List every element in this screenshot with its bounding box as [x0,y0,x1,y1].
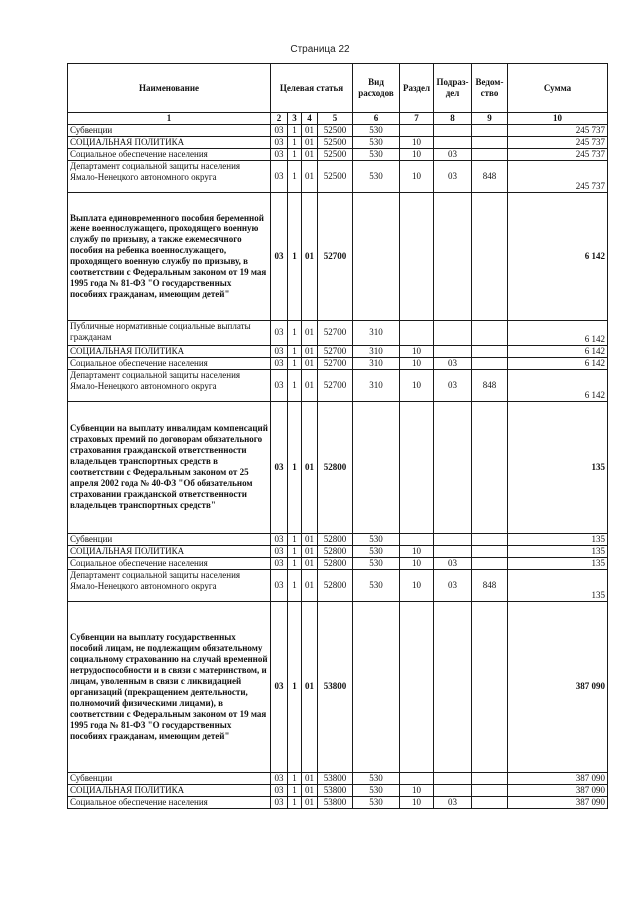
target-code-1: 03 [271,160,288,192]
sum: 6 142 [508,357,608,369]
target-code-4: 52700 [318,357,353,369]
sum: 245 737 [508,124,608,136]
target-code-1: 03 [271,192,288,320]
column-number: 8 [434,113,472,125]
target-code-2: 1 [288,160,302,192]
department [472,192,508,320]
expense-type: 530 [353,124,400,136]
target-code-4: 53800 [318,772,353,784]
target-code-3: 01 [302,772,318,784]
department [472,124,508,136]
expense-type: 310 [353,369,400,401]
target-code-3: 01 [302,148,318,160]
column-number: 7 [400,113,434,125]
target-code-3: 01 [302,784,318,796]
header-name: Наименование [68,64,271,113]
target-code-4: 53800 [318,784,353,796]
subsection [434,784,472,796]
target-code-2: 1 [288,796,302,808]
expense-type [353,601,400,772]
table-row [68,784,608,796]
target-code-3: 01 [302,557,318,569]
header-sum: Сумма [508,64,608,113]
target-code-4: 52500 [318,160,353,192]
target-code-1: 03 [271,545,288,557]
target-code-3: 01 [302,401,318,533]
sum: 6 142 [508,320,608,345]
target-code-4: 52800 [318,557,353,569]
sum: 387 090 [508,601,608,772]
expense-type: 530 [353,545,400,557]
target-code-1: 03 [271,369,288,401]
column-number: 10 [508,113,608,125]
target-code-2: 1 [288,124,302,136]
section: 10 [400,357,434,369]
target-code-4: 53800 [318,601,353,772]
sum: 135 [508,533,608,545]
target-code-2: 1 [288,545,302,557]
sum: 245 737 [508,136,608,148]
target-code-2: 1 [288,369,302,401]
section [400,601,434,772]
header-subsection: Подраз-дел [434,64,472,113]
subsection [434,533,472,545]
department [472,772,508,784]
target-code-2: 1 [288,533,302,545]
subsection [434,124,472,136]
department: 848 [472,569,508,601]
subsection: 03 [434,796,472,808]
department [472,136,508,148]
column-number: 2 [271,113,288,125]
section [400,772,434,784]
target-code-4: 52700 [318,192,353,320]
department [472,357,508,369]
section: 10 [400,569,434,601]
expense-type: 530 [353,784,400,796]
target-code-3: 01 [302,345,318,357]
target-code-2: 1 [288,148,302,160]
section: 10 [400,369,434,401]
target-code-4: 52800 [318,545,353,557]
table-header-row [68,64,608,113]
row-name: Социальное обеспечение населения [68,148,271,160]
target-code-1: 03 [271,772,288,784]
header-section: Раздел [400,64,434,113]
target-code-2: 1 [288,401,302,533]
department [472,784,508,796]
expense-type: 530 [353,160,400,192]
target-code-1: 03 [271,136,288,148]
subsection [434,545,472,557]
table-row [68,772,608,784]
row-name: СОЦИАЛЬНАЯ ПОЛИТИКА [68,345,271,357]
target-code-1: 03 [271,320,288,345]
row-name: Социальное обеспечение населения [68,557,271,569]
table-row [68,369,608,401]
row-name: СОЦИАЛЬНАЯ ПОЛИТИКА [68,136,271,148]
column-number: 6 [353,113,400,125]
sum: 135 [508,401,608,533]
expense-type: 530 [353,557,400,569]
sum: 245 737 [508,160,608,192]
target-code-1: 03 [271,796,288,808]
target-code-3: 01 [302,124,318,136]
target-code-4: 53800 [318,796,353,808]
target-code-1: 03 [271,533,288,545]
subsection [434,601,472,772]
target-code-2: 1 [288,192,302,320]
section [400,401,434,533]
department [472,601,508,772]
row-name: Социальное обеспечение населения [68,796,271,808]
department [472,545,508,557]
subsection [434,320,472,345]
target-code-2: 1 [288,320,302,345]
sum: 245 737 [508,148,608,160]
expense-type [353,401,400,533]
sum: 135 [508,545,608,557]
section [400,192,434,320]
column-number: 5 [318,113,353,125]
column-number: 3 [288,113,302,125]
sum: 6 142 [508,345,608,357]
row-name: СОЦИАЛЬНАЯ ПОЛИТИКА [68,784,271,796]
table-row [68,160,608,192]
column-number-row [68,113,608,125]
table-row [68,320,608,345]
section: 10 [400,784,434,796]
column-number: 9 [472,113,508,125]
expense-type: 530 [353,772,400,784]
table-row [68,357,608,369]
department: 848 [472,160,508,192]
header-target-article: Целевая статья [271,64,353,113]
department [472,345,508,357]
row-name: СОЦИАЛЬНАЯ ПОЛИТИКА [68,545,271,557]
table-row [68,136,608,148]
target-code-3: 01 [302,192,318,320]
department [472,148,508,160]
target-code-4: 52700 [318,345,353,357]
sum: 135 [508,557,608,569]
expense-type [353,192,400,320]
subsection [434,136,472,148]
target-code-3: 01 [302,136,318,148]
subsection: 03 [434,557,472,569]
table-row [68,601,608,772]
table-row [68,796,608,808]
target-code-4: 52500 [318,136,353,148]
subsection [434,401,472,533]
target-code-2: 1 [288,601,302,772]
target-code-3: 01 [302,601,318,772]
section: 10 [400,545,434,557]
column-number: 4 [302,113,318,125]
subsection [434,192,472,320]
table-row [68,401,608,533]
target-code-3: 01 [302,533,318,545]
target-code-3: 01 [302,796,318,808]
section: 10 [400,557,434,569]
target-code-1: 03 [271,569,288,601]
target-code-4: 52500 [318,124,353,136]
subsection: 03 [434,357,472,369]
target-code-4: 52700 [318,369,353,401]
sum: 135 [508,569,608,601]
target-code-3: 01 [302,160,318,192]
sum: 387 090 [508,784,608,796]
target-code-1: 03 [271,124,288,136]
target-code-3: 01 [302,357,318,369]
column-number: 1 [68,113,271,125]
row-name: Субвенции [68,533,271,545]
target-code-3: 01 [302,369,318,401]
row-name: Публичные нормативные социальные выплаты гражданам [68,320,271,345]
expense-type: 310 [353,320,400,345]
subsection: 03 [434,369,472,401]
target-code-1: 03 [271,345,288,357]
row-name: Департамент социальной защиты населения Ямало-Ненецкого автономного округа [68,160,271,192]
subsection [434,345,472,357]
target-code-1: 03 [271,401,288,533]
row-name: Департамент социальной защиты населения Ямало-Ненецкого автономного округа [68,369,271,401]
section: 10 [400,160,434,192]
table-row [68,192,608,320]
table-row [68,345,608,357]
target-code-2: 1 [288,345,302,357]
expense-type: 530 [353,533,400,545]
section: 10 [400,345,434,357]
sum: 6 142 [508,369,608,401]
expense-type: 530 [353,569,400,601]
target-code-2: 1 [288,772,302,784]
sum: 387 090 [508,772,608,784]
row-name: Субвенции на выплату инвалидам компенсаций страховых премий по договорам обязательного страхования гражданской ответственности владельцев транспортных средств в соответствии с Федеральным законом от 25 апреля 2002 года № 40-ФЗ "Об обязательном страховании гражданской ответственности владельцев транспортных средств" [68,401,271,533]
target-code-1: 03 [271,557,288,569]
table-row [68,569,608,601]
department [472,533,508,545]
row-name: Выплата единовременного пособия беременной жене военнослужащего, проходящего военную службу по призыву, а также ежемесячного пособия на ребенка военнослужащего, проходящего военную службу по призыву, в соответствии с Федеральным законом от 19 мая 1995 года № 81-ФЗ "О государственных пособиях гражданам, имеющим детей" [68,192,271,320]
section: 10 [400,136,434,148]
target-code-2: 1 [288,557,302,569]
table-row [68,557,608,569]
section [400,320,434,345]
table-row [68,148,608,160]
target-code-1: 03 [271,784,288,796]
section: 10 [400,148,434,160]
expense-type: 530 [353,136,400,148]
table-row [68,533,608,545]
table-row [68,124,608,136]
row-name: Социальное обеспечение населения [68,357,271,369]
table-row [68,545,608,557]
section: 10 [400,796,434,808]
row-name: Департамент социальной защиты населения Ямало-Ненецкого автономного округа [68,569,271,601]
target-code-2: 1 [288,569,302,601]
row-name: Субвенции [68,124,271,136]
target-code-3: 01 [302,545,318,557]
department [472,796,508,808]
row-name: Субвенции на выплату государственных пособий лицам, не подлежащим обязательному социальному страхованию на случай временной нетрудоспособности и в связи с материнством, и лицам, уволенным в связи с ликвидацией организаций (прекращением деятельности, полномочий физическими лицами), в соответствии с Федеральным законом от 19 мая 1995 года № 81-ФЗ "О государственных пособиях гражданам, имеющим детей" [68,601,271,772]
budget-table [67,63,608,809]
target-code-4: 52500 [318,148,353,160]
target-code-3: 01 [302,569,318,601]
row-name: Субвенции [68,772,271,784]
target-code-2: 1 [288,136,302,148]
header-department: Ведом-ство [472,64,508,113]
target-code-4: 52800 [318,401,353,533]
expense-type: 530 [353,796,400,808]
sum: 387 090 [508,796,608,808]
target-code-4: 52700 [318,320,353,345]
target-code-4: 52800 [318,569,353,601]
department [472,557,508,569]
section [400,533,434,545]
page-label: Страница 22 [290,44,350,55]
subsection: 03 [434,569,472,601]
subsection [434,772,472,784]
expense-type: 310 [353,357,400,369]
target-code-3: 01 [302,320,318,345]
target-code-2: 1 [288,357,302,369]
department: 848 [472,369,508,401]
department [472,320,508,345]
expense-type: 310 [353,345,400,357]
target-code-4: 52800 [318,533,353,545]
department [472,401,508,533]
section [400,124,434,136]
target-code-1: 03 [271,601,288,772]
subsection: 03 [434,160,472,192]
target-code-2: 1 [288,784,302,796]
target-code-1: 03 [271,148,288,160]
expense-type: 530 [353,148,400,160]
subsection: 03 [434,148,472,160]
header-expense-type: Вид расходов [353,64,400,113]
sum: 6 142 [508,192,608,320]
target-code-1: 03 [271,357,288,369]
